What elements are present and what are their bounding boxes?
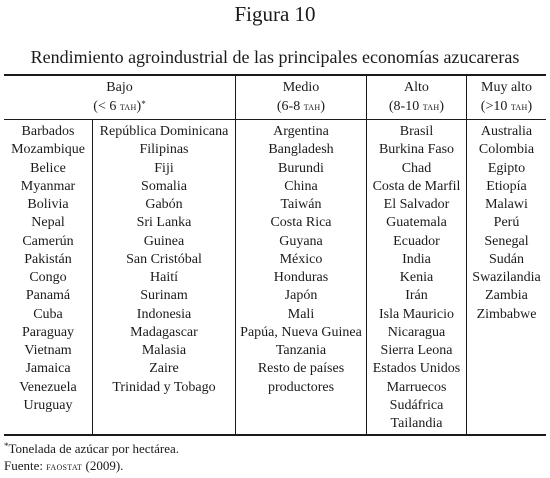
country-item: Pakistán [24, 251, 72, 267]
country-item: Mali [287, 306, 315, 322]
country-item: India [402, 251, 431, 267]
country-item: Marruecos [386, 379, 447, 395]
header-bajo-range: (< 6 tah)* [93, 99, 146, 114]
country-item: Filipinas [139, 142, 189, 158]
country-item: Isla Mauricio [378, 306, 455, 322]
country-item: Ecuador [393, 233, 440, 249]
country-item: Trinidad y Tobago [112, 379, 216, 395]
country-item: Argentina [273, 124, 329, 139]
country-item: Zambia [485, 288, 528, 304]
country-item: Costa de Marfil [372, 178, 461, 194]
country-item: Cuba [33, 306, 63, 322]
country-item: Guyana [279, 233, 323, 249]
column-bajo-2 [93, 123, 235, 397]
country-item: China [284, 178, 318, 194]
table-notes [4, 440, 544, 475]
column-muy-alto [467, 123, 546, 324]
country-item: México [279, 251, 323, 267]
footnote: *Tonelada de azúcar por hectárea. [4, 441, 180, 456]
country-item: productores [267, 379, 335, 395]
country-item: Malawi [485, 197, 528, 212]
country-item: Surinam [140, 288, 188, 304]
country-item: Burkina Faso [378, 142, 455, 158]
country-item: Etiopía [486, 178, 527, 194]
country-item: Swazilandia [472, 270, 541, 285]
country-item: Taiwán [280, 197, 322, 212]
header-rule [4, 119, 546, 120]
country-item: Burundi [278, 160, 324, 176]
country-item: Camerún [22, 233, 74, 249]
country-item: San Cristóbal [126, 251, 202, 267]
country-item: Haití [150, 270, 178, 285]
country-item: Malasia [141, 343, 187, 358]
country-item: Colombia [478, 142, 535, 158]
header-bajo-name: Bajo [106, 80, 133, 95]
footnote-marker: * [141, 99, 146, 109]
country-item: Zaire [149, 361, 179, 377]
country-item: Sri Lanka [136, 215, 192, 231]
country-item: Somalia [141, 178, 187, 194]
country-item: Vietnam [24, 343, 72, 358]
table-caption: Rendimiento agroindustrial de las principales economías azucareras [30, 47, 520, 67]
country-item: Belice [30, 160, 66, 176]
country-item: Mozambique [11, 142, 85, 158]
header-alto-range: (8-10 tah) [388, 99, 445, 114]
country-item: Venezuela [19, 379, 77, 395]
country-item: Honduras [273, 270, 329, 285]
country-item: Estados Unidos [372, 361, 461, 377]
country-item: Egipto [487, 160, 526, 176]
column-bajo-1 [4, 123, 92, 415]
country-item: Chad [401, 160, 432, 176]
column-alto [367, 123, 466, 433]
country-item: Sudán [489, 251, 524, 267]
country-item: Sudáfrica [389, 397, 444, 413]
country-item: Costa Rica [270, 215, 332, 231]
country-item: Perú [493, 215, 520, 231]
country-item: Zimbabwe [476, 306, 537, 322]
country-item: Uruguay [23, 397, 73, 413]
country-item: Nepal [31, 215, 65, 231]
country-item: República Dominicana [99, 124, 229, 139]
country-item: El Salvador [383, 197, 450, 212]
country-item: Australia [480, 124, 533, 139]
country-item: Senegal [484, 233, 529, 249]
country-item: Bangladesh [268, 142, 334, 158]
header-muy-alto [467, 79, 546, 116]
country-item: Guatemala [386, 215, 447, 231]
header-muy-alto-range: (>10 tah) [480, 99, 533, 114]
country-item: Gabón [145, 197, 183, 212]
country-item: Resto de países [257, 361, 345, 377]
header-alto [367, 79, 466, 116]
figure-label: Figura 10 [234, 2, 316, 26]
country-item: Sierra Leona [380, 343, 453, 358]
country-item: Tailandia [390, 416, 443, 431]
country-item: Indonesia [136, 306, 192, 322]
country-item: Jamaica [25, 361, 71, 377]
country-item: Barbados [21, 124, 75, 139]
header-muy-alto-name: Muy alto [481, 80, 532, 95]
sugar-yield-table [4, 74, 546, 436]
country-item: Nicaragua [387, 324, 446, 340]
country-item: Madagascar [130, 324, 198, 340]
column-medio [236, 123, 366, 397]
source-line: Fuente: faostat (2009). [4, 458, 124, 473]
header-medio-range: (6-8 tah) [276, 99, 326, 114]
country-item: Myanmar [20, 178, 76, 194]
country-item: Kenia [399, 270, 434, 285]
country-item: Irán [405, 288, 428, 304]
country-item: Brasil [399, 124, 434, 139]
country-item: Papúa, Nueva Guinea [240, 324, 362, 340]
header-medio [236, 79, 366, 116]
country-item: Guinea [143, 233, 185, 249]
country-item: Paraguay [21, 324, 75, 340]
header-bajo [4, 79, 235, 116]
header-medio-name: Medio [282, 80, 320, 95]
country-item: Bolivia [27, 197, 69, 212]
country-item: Fiji [154, 160, 174, 176]
header-alto-name: Alto [404, 80, 429, 95]
country-item: Panamá [25, 288, 71, 304]
country-item: Congo [29, 270, 67, 285]
country-item: Tanzania [275, 343, 327, 358]
country-item: Japón [284, 288, 318, 304]
